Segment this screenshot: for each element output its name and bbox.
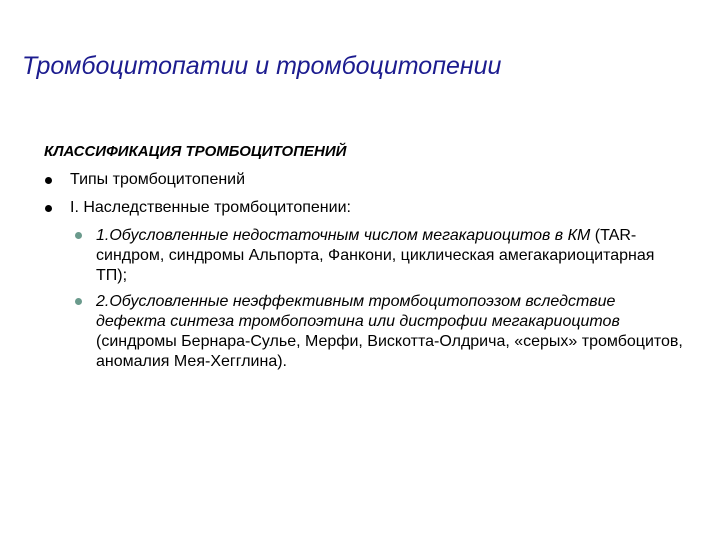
sub-bullet-italic-text: 1.Обусловленные недостаточным числом мегакариоцитов в КМ xyxy=(96,227,591,244)
bullet-item xyxy=(44,198,694,218)
bullet-dot-icon xyxy=(45,205,52,212)
bullet-dot-icon xyxy=(45,177,52,184)
sub-bullet-text: (TAR-синдром, синдромы Альпорта, Фанкони, циклическая амегакариоцитарная ТП); xyxy=(96,227,655,284)
bullet-item xyxy=(44,170,694,190)
sub-bullet-item xyxy=(96,226,684,286)
classification-heading: КЛАССИФИКАЦИЯ ТРОМБОЦИТОПЕНИЙ xyxy=(44,143,347,160)
bullet-text: I. Наследственные тромбоцитопении: xyxy=(70,199,351,216)
sub-bullet-item xyxy=(96,292,684,372)
slide-title: Тромбоцитопатии и тромбоцитопении xyxy=(22,52,502,80)
sub-bullet-dot-icon xyxy=(75,298,82,305)
sub-bullet-italic-text: 2.Обусловленные неэффективным тромбоцитопоэзом вследствие дефекта синтеза тромбопоэтина или дистрофии мегакариоцитов xyxy=(96,293,620,330)
sub-bullet-dot-icon xyxy=(75,232,82,239)
bullet-text: Типы тромбоцитопений xyxy=(70,171,246,188)
sub-bullet-text: (синдромы Бернара-Сулье, Мерфи, Вискотта-Олдрича, «серых» тромбоцитов, аномалия Мея-Хегглина). xyxy=(96,333,683,370)
slide-content xyxy=(44,142,694,378)
